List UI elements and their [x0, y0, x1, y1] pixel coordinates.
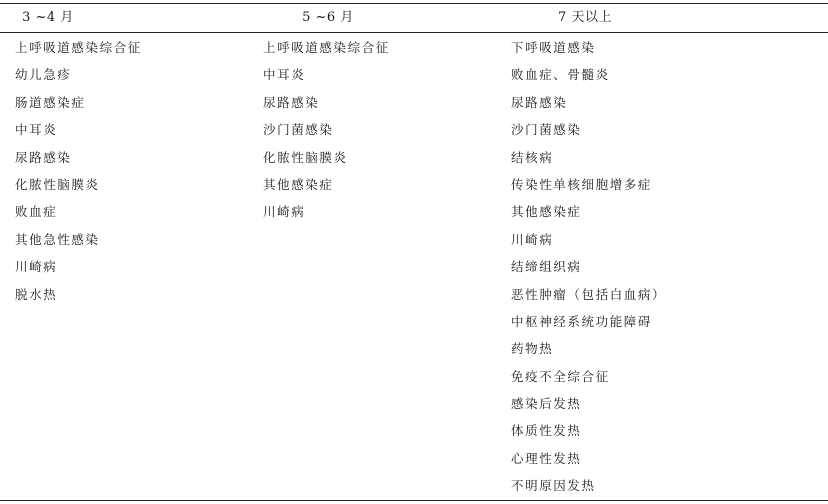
table-cell: 尿路感染: [511, 94, 568, 110]
table-cell: 免疫不全综合征: [511, 368, 610, 384]
table-cell: 中枢神经系统功能障碍: [511, 313, 653, 329]
table-cell: 尿路感染: [15, 149, 72, 165]
table-cell: 心理性发热: [511, 450, 582, 466]
table-top-rule: [0, 3, 828, 4]
table-cell: 下呼吸道感染: [511, 40, 596, 55]
table-cell: 药物热: [511, 341, 554, 357]
table-cell: 体质性发热: [511, 423, 582, 439]
table-cell: 脱水热: [15, 286, 58, 302]
table-cell: 其他急性感染: [15, 231, 100, 247]
table-header-rule: [0, 32, 828, 33]
table-cell: 感染后发热: [511, 396, 582, 412]
table-cell: 中耳炎: [15, 122, 58, 138]
table-bottom-rule: [0, 500, 828, 501]
column-5-6-months: [263, 34, 390, 226]
table-cell: 败血症: [15, 204, 58, 220]
table-cell: 恶性肿瘤（包括白血病）: [511, 286, 667, 302]
column-header-5-6-months: 5 ~6 月: [302, 10, 354, 25]
table-cell: 沙门菌感染: [511, 122, 582, 138]
table-cell: 川崎病: [511, 231, 554, 247]
table-cell: 化脓性脑膜炎: [15, 176, 100, 192]
table-cell: 结缔组织病: [511, 259, 582, 275]
column-header-3-4-months: 3 ~4 月: [22, 10, 74, 25]
table-cell: 化脓性脑膜炎: [263, 149, 348, 165]
table-cell: 上呼吸道感染综合征: [263, 40, 390, 55]
table-cell: 川崎病: [15, 259, 58, 275]
column-3-4-months: [15, 34, 142, 308]
table-cell: 上呼吸道感染综合征: [15, 40, 142, 55]
table-cell: 中耳炎: [263, 67, 306, 83]
table-cell: 败血症、骨髓炎: [511, 67, 610, 83]
column-7-days-plus: [511, 34, 666, 500]
table-cell: 肠道感染症: [15, 94, 86, 110]
table-cell: 川崎病: [263, 204, 306, 220]
table-cell: 传染性单核细胞增多症: [511, 176, 653, 192]
table-cell: 结核病: [511, 149, 554, 165]
table-cell: 尿路感染: [263, 94, 320, 110]
table-cell: 不明原因发热: [511, 478, 596, 494]
table-cell: 其他感染症: [511, 204, 582, 220]
table-cell: 其他感染症: [263, 176, 334, 192]
table-cell: 沙门菌感染: [263, 122, 334, 138]
column-header-7-days-plus: 7 天以上: [558, 10, 612, 25]
table-cell: 幼儿急疹: [15, 67, 72, 83]
